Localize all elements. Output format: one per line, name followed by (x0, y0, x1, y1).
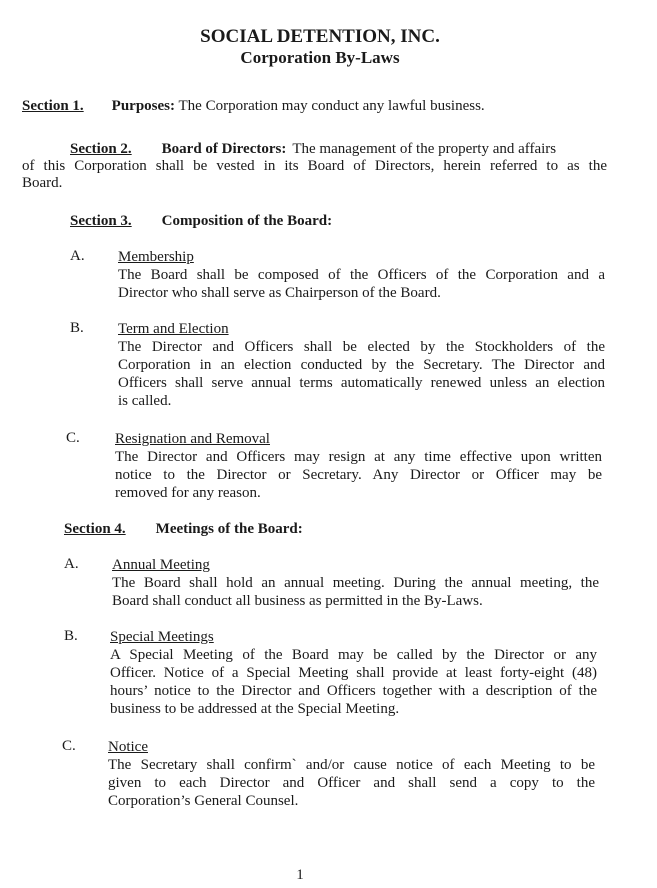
item-text-line: Officer. Notice of a Special Meeting shall provide at least forty-eight (48) (110, 665, 597, 681)
item-letter: B. (64, 628, 78, 644)
item-text-line: Officers shall serve annual terms automatically renewed unless an election (118, 375, 605, 391)
section-2-line-3: Board. (22, 175, 63, 191)
section-1-text: The Corporation may conduct any lawful business. (178, 98, 485, 114)
item-title-term-election: Term and Election (118, 321, 229, 337)
item-text-line: The Board shall be composed of the Officers of the Corporation and a (118, 267, 605, 283)
section-1 (22, 97, 485, 115)
item-text-line: Director who shall serve as Chairperson of the Board. (118, 285, 441, 301)
item-text-line: is called. (118, 393, 172, 409)
section-4-label: Section 4. (64, 521, 126, 537)
item-title-notice: Notice (108, 739, 148, 755)
item-letter: C. (62, 738, 76, 754)
item-letter: A. (64, 556, 79, 572)
section-2-heading: Board of Directors: (161, 141, 287, 157)
item-text-line: notice to the Director or Secretary. Any Director or Officer may be (115, 467, 602, 483)
item-text-line: business to be addressed at the Special Meeting. (110, 701, 400, 717)
section-2-line-2: of this Corporation shall be vested in its Board of Directors, herein referred to as the (22, 158, 607, 174)
section-3-label: Section 3. (70, 213, 132, 229)
item-text-line: removed for any reason. (115, 485, 261, 501)
item-text-line: The Director and Officers may resign at any time effective upon written (115, 449, 602, 465)
item-text-line: The Director and Officers shall be elected by the Stockholders of the (118, 339, 605, 355)
document-subtitle: Corporation By-Laws (240, 48, 400, 67)
section-2-label: Section 2. (70, 141, 132, 157)
item-title-resignation-removal: Resignation and Removal (115, 431, 270, 447)
item-text-line: Board shall conduct all business as permitted in the By-Laws. (112, 593, 483, 609)
page-number: 1 (296, 867, 304, 883)
section-1-label: Section 1. (22, 98, 84, 114)
item-title-annual-meeting: Annual Meeting (112, 557, 210, 573)
item-letter: B. (70, 320, 84, 336)
item-letter: A. (70, 248, 85, 264)
item-text-line: hours’ notice to the Director and Officers together with a description of the (110, 683, 597, 699)
section-2 (70, 140, 556, 158)
item-text-line: Corporation’s General Counsel. (108, 793, 299, 809)
item-title-special-meetings: Special Meetings (110, 629, 214, 645)
item-title-membership: Membership (118, 249, 194, 265)
section-4-heading: Meetings of the Board: (155, 521, 303, 537)
document-title: SOCIAL DETENTION, INC. (200, 26, 440, 47)
section-1-heading: Purposes: (111, 98, 176, 114)
item-text-line: The Secretary shall confirm` and/or cause notice of each Meeting to be (108, 757, 595, 773)
item-letter: C. (66, 430, 80, 446)
section-3-heading: Composition of the Board: (161, 213, 333, 229)
item-text-line: given to each Director and Officer and shall send a copy to the (108, 775, 595, 791)
item-text-line: The Board shall hold an annual meeting. During the annual meeting, the (112, 575, 599, 591)
section-3-header (70, 212, 332, 230)
item-text-line: A Special Meeting of the Board may be called by the Director or any (110, 647, 597, 663)
section-2-line-1: The management of the property and affairs (292, 141, 557, 157)
item-text-line: Corporation in an election conducted by the Secretary. The Director and (118, 357, 605, 373)
section-4-header (64, 520, 303, 538)
